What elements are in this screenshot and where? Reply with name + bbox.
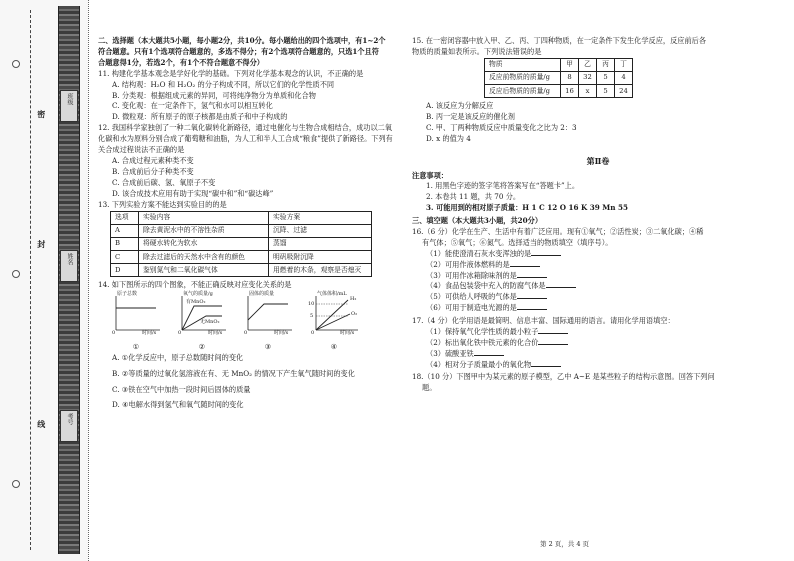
q11-stem: 11. 构建化学基本观念是学好化学的基础。下列对化学基本观念的认识，不正确的是: [98, 68, 364, 78]
table-header-row: [485, 58, 633, 71]
table-row: [111, 237, 372, 250]
q17-stem: 17.（4 分）化学用语是最简明、信息丰富、国际通用的语言。请用化学用语填空：: [412, 315, 675, 325]
graph-number: ④: [330, 342, 338, 352]
q17-item: [412, 327, 784, 337]
q12-stem: 12. 我国科学家独创了一种二氧化碳转化新路径，通过电催化与生物合成相结合，成功以二氧: [98, 123, 393, 133]
graph-number: ③: [264, 342, 272, 352]
q12-line2: 化碳和水为原料分别合成了葡萄糖和油脂，为人工和半人工合成“粮食”提供了新路径。下列有: [98, 134, 393, 144]
table-cell: A: [111, 224, 139, 237]
table-cell: 沉降、过滤: [269, 224, 372, 237]
field-box-id: [60, 410, 78, 442]
q16-item-text: （4）食品包装袋中充入的防腐气体是: [426, 281, 546, 291]
table-header: 丙: [597, 58, 615, 71]
table-header: 选项: [111, 211, 139, 224]
table-cell: 明矾吸附沉降: [269, 251, 372, 264]
q15-option-b: B. 丙一定是该反应的催化剂: [426, 112, 515, 122]
section-2-line2: 符合题意。只有1个选项符合题意的，多选不得分；有2个选项符合题意的，只选1个且符: [98, 46, 379, 56]
field-label: 姓名: [66, 253, 74, 265]
graph-3: [242, 292, 294, 338]
field-box-class: [60, 90, 78, 122]
q15-option-d: D. x 的值为 4: [426, 134, 471, 144]
table-header: 乙: [579, 58, 597, 71]
table-cell: 用燃着的木条，观察是否熄灭: [269, 264, 372, 277]
table-cell: 5: [597, 71, 615, 84]
graph-note: 无MnO₂: [200, 319, 220, 326]
table-cell: 8: [561, 71, 579, 84]
table-header: 甲: [561, 58, 579, 71]
table-cell: 反应前物质的质量/g: [485, 71, 561, 84]
q15-option-a: A. 该反应为分解反应: [426, 101, 494, 111]
answer-blank[interactable]: [510, 261, 540, 267]
q15-stem: 15. 在一密闭容器中放入甲、乙、丙、丁四种物质，在一定条件下发生化学反应，反应前后各: [412, 36, 707, 45]
table-cell: 反应后物质的质量/g: [485, 85, 561, 98]
punch-hole: [12, 270, 20, 278]
fold-line: [88, 0, 89, 561]
table-cell: 除去过滤后的天然水中含有的颜色: [139, 251, 269, 264]
q14-graphs: [110, 292, 398, 340]
q16-item: [412, 292, 784, 302]
graph-tick: 10: [308, 301, 315, 308]
punch-hole: [12, 480, 20, 488]
q17-item: [412, 338, 784, 348]
graph-note: O₂: [351, 311, 358, 318]
table-cell: B: [111, 237, 139, 250]
table-header: 物质: [485, 58, 561, 71]
q16-item: [412, 260, 784, 270]
q16-item: [412, 281, 784, 291]
graph-note: H₂: [350, 296, 357, 303]
q16-line2: 有气体；⑤氧气；⑥氮气。选择适当的物质填空（填序号）。: [422, 237, 613, 247]
q18-line2: 题。: [422, 383, 437, 393]
seal-char: 线: [36, 420, 47, 428]
table-cell: 鉴别氮气和二氧化碳气体: [139, 264, 269, 277]
table-cell: D: [111, 264, 139, 277]
answer-blank[interactable]: [538, 328, 568, 334]
answer-blank[interactable]: [517, 293, 547, 299]
q17-item-text: （2）标出氧化铁中铁元素的化合价: [426, 337, 539, 347]
graph-xlabel: 时间/s: [340, 330, 355, 337]
q14-option-c: C. ③铁在空气中加热一段时间后固体的质量: [112, 384, 251, 394]
graph-ylabel: 原子总数: [117, 291, 138, 298]
page-footer: 第 2 页，共 4 页: [540, 540, 590, 548]
q16-item-text: （1）能使澄清石灰水变浑浊的是: [426, 248, 532, 258]
table-cell: 4: [615, 71, 633, 84]
table-header-row: [111, 211, 372, 224]
answer-blank[interactable]: [538, 339, 568, 345]
section-3-title: 三、填空题（本大题共3小题，共20分）: [412, 216, 543, 225]
graph-tick: 5: [310, 313, 314, 320]
q15-option-c: C. 甲、丁两种物质反应中质量变化之比为 2：3: [426, 123, 577, 133]
q11-option-a: A. 结构观：H₂O 和 H₂O₂ 的分子构成不同，所以它们的化学性质不同: [112, 79, 335, 89]
q16-item-text: （3）可用作冰箱除味剂的是: [426, 270, 517, 280]
table-cell: 将硬水转化为软水: [139, 237, 269, 250]
graph-numbers: [110, 342, 398, 350]
graph-2: [176, 292, 228, 338]
field-label: 班级: [66, 93, 74, 105]
q11-option-b: B. 分类观：根据组成元素的异同，可将纯净物分为单质和化合物: [112, 90, 316, 100]
punch-hole: [12, 60, 20, 68]
graph-number: ②: [198, 342, 206, 352]
graph-origin: 0: [178, 330, 182, 337]
q16-item-text: （5）可供给人呼吸的气体是: [426, 292, 517, 302]
q14-option-a: A. ①化学反应中，原子总数随时间的变化: [112, 353, 244, 363]
note-item: 1. 用黑色字迹的签字笔将答案写在“答题卡”上。: [426, 181, 580, 191]
seal-line: [30, 10, 31, 550]
answer-blank[interactable]: [531, 361, 561, 367]
answer-blank[interactable]: [517, 272, 547, 278]
graph-ylabel: 固体的质量: [249, 291, 275, 298]
q17-item-text: （1）保持氧气化学性质的最小粒子: [426, 326, 539, 336]
table-cell: 24: [615, 85, 633, 98]
section-2-title: 二、选择题（本大题共5小题，每小题2分，共10分。每小题给出的四个选项中，有1~2个: [98, 36, 386, 45]
table-cell: C: [111, 251, 139, 264]
table-row: [111, 264, 372, 277]
field-label: 考号: [66, 413, 74, 425]
q16-item-text: （6）可用于制造电光源的是: [426, 303, 517, 313]
q16-item: [412, 303, 784, 313]
graph-note: 有MnO₂: [186, 299, 206, 306]
q17-item: [412, 360, 784, 370]
graph-4: [308, 292, 360, 338]
table-header: 丁: [615, 58, 633, 71]
q18-stem: 18.（10 分）下图甲中为某元素的原子模型，乙中 A~E 是某些粒子的结构示意图。回答下列问: [412, 372, 715, 382]
graph-ylabel: 氧气的质量/g: [183, 291, 213, 298]
q12-option-c: C. 合成前后碳、氢、氧原子不变: [112, 177, 216, 187]
q15-table: [484, 58, 633, 99]
table-row: [111, 251, 372, 264]
note-item: 3. 可能用到的相对原子质量：H 1 C 12 O 16 K 39 Mn 55: [426, 203, 628, 213]
answer-blank[interactable]: [531, 250, 561, 256]
q14-option-d: D. ④电解水得到氢气和氧气随时间的变化: [112, 400, 244, 410]
seal-char: 封: [36, 240, 47, 248]
table-cell: 蒸馏: [269, 237, 372, 250]
table-row: [485, 85, 633, 98]
q16-item: [412, 249, 784, 259]
table-cell: 5: [597, 85, 615, 98]
q12-option-a: A. 合成过程元素种类不变: [112, 155, 194, 165]
binding-strip: [0, 0, 88, 561]
answer-blank[interactable]: [517, 304, 547, 310]
table-row: [485, 71, 633, 84]
answer-blank[interactable]: [546, 282, 576, 288]
table-cell: 除去黄泥水中的不溶性杂质: [139, 224, 269, 237]
graph-ylabel: 气体体积/mL: [317, 291, 347, 298]
q13-table: [110, 211, 372, 278]
q14-stem: 14. 如下图所示的四个图象，不能正确反映对应变化关系的是: [98, 280, 292, 290]
left-column: [98, 36, 398, 411]
q16-stem: 16.（6 分）化学在生产、生活中有着广泛应用。现有①氧气；②活性炭；③二氧化碳；④稀: [412, 226, 704, 236]
table-header: 实验方案: [269, 211, 372, 224]
q12-line3: 关合成过程说法不正确的是: [98, 145, 185, 155]
q12-option-d: D. 该合成技术应用有助于实现“碳中和”和“碳达峰”: [112, 188, 274, 198]
graph-1: [110, 292, 162, 338]
part-2-title: 第Ⅱ卷: [586, 155, 610, 166]
q14-option-b: B. ②等质量的过氧化氢溶液在有、无 MnO₂ 的情况下产生氧气随时间的变化: [112, 368, 355, 378]
note-item: 2. 本卷共 11 题，共 70 分。: [426, 192, 521, 202]
graph-origin: 0: [112, 330, 116, 337]
q15-line2: 物质的质量如表所示。下列说法错误的是: [412, 46, 542, 56]
q16-item: [412, 271, 784, 281]
q11-option-c: C. 变化观：在一定条件下，氢气和水可以相互转化: [112, 101, 273, 111]
table-header: 实验内容: [139, 211, 269, 224]
graph-origin: 0: [244, 330, 248, 337]
field-box-name: [60, 250, 78, 282]
answer-blank[interactable]: [474, 350, 504, 356]
graph-origin: 0: [311, 330, 315, 337]
q17-item: [412, 349, 784, 359]
graph-xlabel: 时间/s: [142, 330, 157, 337]
table-cell: 32: [579, 71, 597, 84]
table-row: [111, 224, 372, 237]
q11-option-d: D. 微粒观：所有原子的原子核都是由质子和中子构成的: [112, 112, 288, 122]
graph-xlabel: 时间/s: [208, 330, 223, 337]
q13-stem: 13. 下列实验方案不能达到实验目的的是: [98, 199, 227, 209]
notes-title: 注意事项：: [412, 170, 448, 180]
q12-option-b: B. 合成前后分子种类不变: [112, 166, 194, 176]
q17-item-text: （4）相对分子质量最小的氧化物: [426, 359, 532, 369]
graph-number: ①: [132, 342, 140, 352]
q16-item-text: （2）可用作液体燃料的是: [426, 259, 510, 269]
q17-item-text: （3）硫酸亚铁: [426, 348, 474, 358]
table-cell: 16: [561, 85, 579, 98]
right-column: [412, 36, 784, 394]
table-cell: x: [579, 85, 597, 98]
seal-char: 密: [36, 110, 47, 118]
graph-xlabel: 时间/s: [274, 330, 289, 337]
section-2-line3: 合题意得1分，若选2个，有1个不符合题意不得分）: [98, 57, 264, 67]
